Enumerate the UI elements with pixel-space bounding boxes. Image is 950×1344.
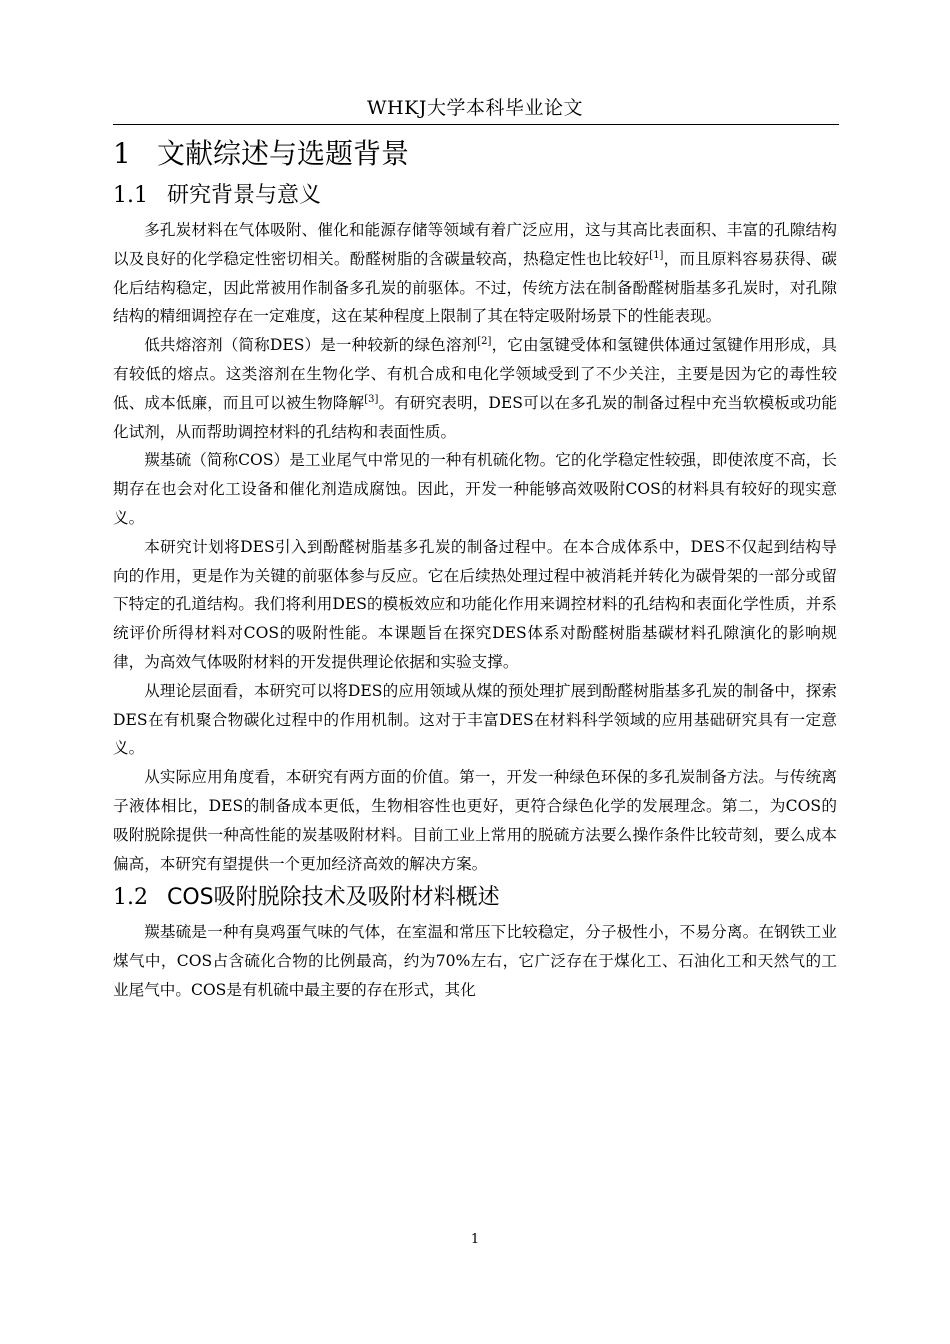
header-rule bbox=[113, 124, 839, 125]
section-title: 研究背景与意义 bbox=[167, 183, 322, 208]
running-header: WHKJ大学本科毕业论文 bbox=[367, 97, 583, 119]
section-heading-1-1 bbox=[113, 176, 837, 216]
paragraph bbox=[113, 331, 837, 446]
body-area bbox=[113, 132, 837, 1005]
paragraph: 羰基硫是一种有臭鸡蛋气味的气体，在室温和常压下比较稳定，分子极性小，不易分离。在钢铁工业煤气中，COS占含硫化合物的比例最高，约为70%左右，它广泛存在于煤化工、石油化工和天然气的工业尾气中。COS是有机硫中最主要的存在形式，其化 bbox=[113, 923, 837, 999]
paragraph: 从实际应用角度看，本研究有两方面的价值。第一，开发一种绿色环保的多孔炭制备方法。与传统离子液体相比，DES的制备成本更低，生物相容性也更好，更符合绿色化学的发展理念。第二，为COS的吸附脱除提供一种高性能的炭基吸附材料。目前工业上常用的脱硫方法要么操作条件比较苛刻，要么成本偏高，本研究有望提供一个更加经济高效的解决方案。 bbox=[113, 768, 837, 873]
chapter-title: 文献综述与选题背景 bbox=[157, 137, 410, 170]
paragraph: 从理论层面看，本研究可以将DES的应用领域从煤的预处理扩展到酚醛树脂基多孔炭的制备中，探索DES在有机聚合物碳化过程中的作用机制。这对于丰富DES在材料科学领域的应用基础研究具有一定意义。 bbox=[113, 681, 837, 758]
paragraph-text: 。有研究表明，DES可以在多孔炭的制备过程中充当软模板或功能化试剂，从而帮助调控材料的孔结构和表面性质。 bbox=[113, 393, 837, 441]
paragraph: 本研究计划将DES引入到酚醛树脂基多孔炭的制备过程中。在本合成体系中，DES不仅起到结构导向的作用，更是作为关键的前驱体参与反应。它在后续热处理过程中被消耗并转化为碳骨架的一部分或留下特定的孔道结构。我们将利用DES的模板效应和功能化作用来调控材料的孔结构和表面化学性质，并系统评价所得材料对COS的吸附性能。本课题旨在探究DES体系对酚醛树脂基碳材料孔隙演化的影响规律，为高效气体吸附材料的开发提供理论依据和实验支撑。 bbox=[113, 537, 837, 671]
citation-ref: [1] bbox=[649, 249, 664, 261]
section-title: COS吸附脱除技术及吸附材料概述 bbox=[167, 885, 500, 911]
paragraph-text: 多孔炭材料在气体吸附、催化和能源存储等领域有着广泛应用，这与其高比表面积、丰富的孔隙结构以及良好的化学稳定性密切相关。酚醛树脂的含碳量较高，热稳定性也比较好 bbox=[113, 221, 837, 268]
section-heading-1-2 bbox=[113, 878, 837, 918]
paragraph-text: ，它由氢键受体和氢键供体通过氢键作用形成，具有较低的熔点。这类溶剂在生物化学、有机合成和电化学领域受到了不少关注，主要是因为它的毒性较低、成本低廉，而且可以被生物降解 bbox=[113, 336, 837, 412]
paragraph-text: 低共熔溶剂（简称DES）是一种较新的绿色溶剂 bbox=[144, 336, 478, 355]
chapter-number: 1 bbox=[113, 137, 131, 170]
chapter-heading bbox=[113, 132, 837, 176]
paragraph: 羰基硫（简称COS）是工业尾气中常见的一种有机硫化物。它的化学稳定性较强，即使浓度不高，长期存在也会对化工设备和催化剂造成腐蚀。因此，开发一种能够高效吸附COS的材料具有较好的现实意义。 bbox=[113, 451, 837, 527]
citation-ref: [2] bbox=[477, 336, 492, 347]
paragraph bbox=[113, 216, 837, 331]
section-number: 1.2 bbox=[113, 885, 148, 911]
paragraph-text: ，而且原料容易获得、碳化后结构稳定，因此常被用作制备多孔炭的前驱体。不过，传统方法在制备酚醛树脂基多孔炭时，对孔隙结构的精细调控存在一定难度，这在某种程度上限制了其在特定吸附场景下的性能表现。 bbox=[113, 249, 837, 326]
citation-ref: [3] bbox=[364, 393, 379, 405]
page-number: 1 bbox=[470, 1232, 480, 1247]
section-number: 1.1 bbox=[113, 183, 148, 208]
